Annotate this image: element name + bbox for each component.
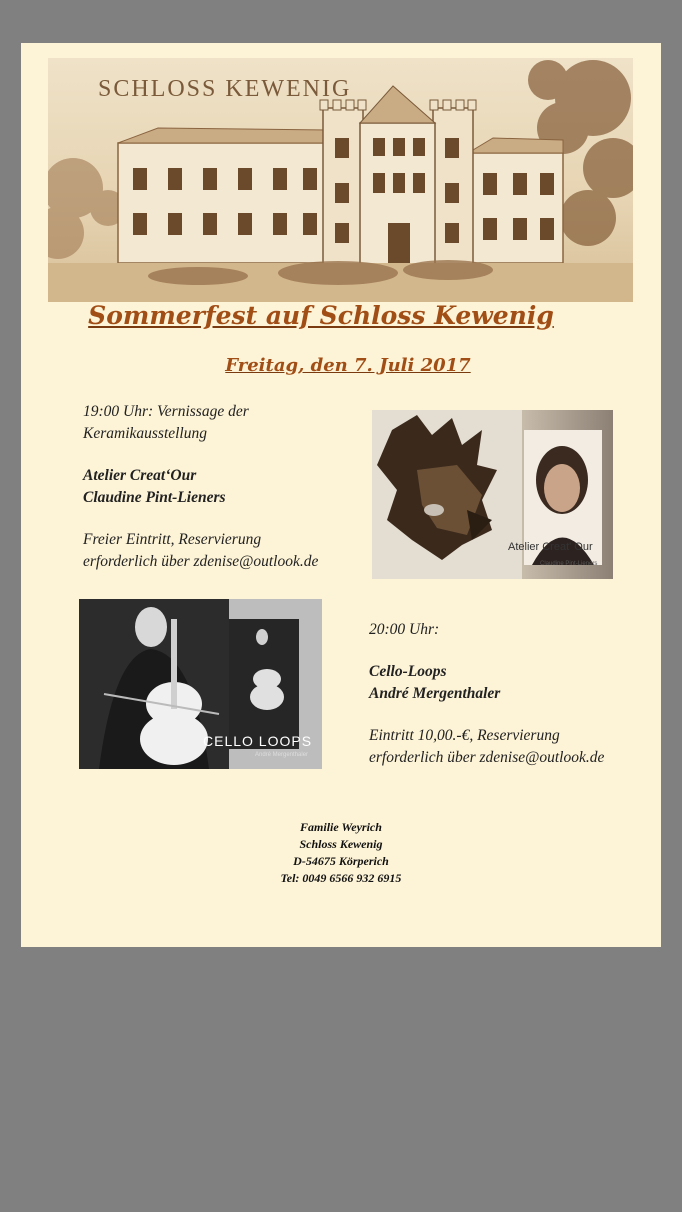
castle-illustration — [48, 58, 633, 302]
event-date: Freitag, den 7. Juli 2017 — [225, 355, 471, 376]
event1-time: 19:00 Uhr: Vernissage der — [83, 403, 249, 420]
event2-time: 20:00 Uhr: — [369, 621, 440, 638]
atelier-photo-subcaption: Claudine Pint-Lieners — [540, 561, 598, 567]
cello-photo — [79, 599, 322, 769]
event1-entry-line2: erforderlich über zdenise@outlook.de — [83, 553, 319, 570]
atelier-photo-image — [372, 410, 613, 579]
page-title: Sommerfest auf Schloss Kewenig — [88, 301, 554, 330]
event1-block — [83, 401, 318, 573]
footer-family: Familie Weyrich — [300, 820, 382, 834]
event1-entry-line1: Freier Eintritt, Reservierung — [83, 531, 262, 548]
event2-artist-line2: André Mergenthaler — [369, 685, 501, 702]
footer-phone: Tel: 0049 6566 932 6915 — [280, 871, 402, 885]
atelier-photo-caption: Atelier Creat' Our — [508, 541, 593, 553]
event2-entry-line2: erforderlich über zdenise@outlook.de — [369, 749, 605, 766]
atelier-photo — [372, 410, 613, 579]
flyer-page — [21, 43, 661, 947]
event2-block — [369, 619, 604, 769]
event1-artist-line1: Atelier Creat‘Our — [83, 467, 197, 484]
event2-artist-line1: Cello-Loops — [369, 663, 447, 680]
footer-address: D-54675 Körperich — [293, 854, 389, 868]
footer-castle: Schloss Kewenig — [299, 837, 383, 851]
event1-artist-line2: Claudine Pint-Lieners — [83, 489, 226, 506]
event2-entry-line1: Eintritt 10,00.-€, Reservierung — [369, 727, 560, 744]
header-illustration-label: SCHLOSS KEWENIG — [98, 76, 352, 102]
event1-time-line2: Keramikausstellung — [83, 425, 207, 442]
cello-photo-subcaption: André Mergenthaler — [255, 752, 309, 758]
cello-photo-caption: CELLO LOOPS — [203, 733, 313, 749]
contact-footer — [21, 819, 661, 887]
